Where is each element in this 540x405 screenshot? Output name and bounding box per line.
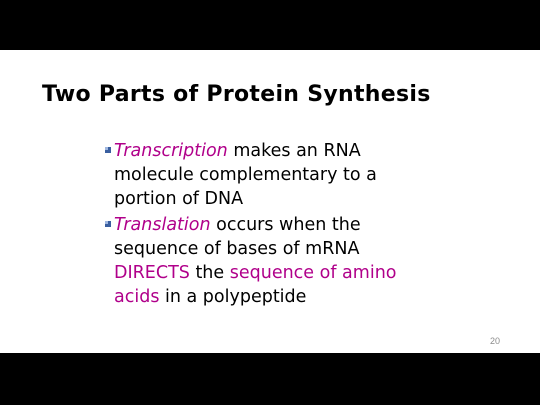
slide: [0, 50, 540, 353]
bullet-text: the: [189, 263, 230, 283]
bullet-item-transcription: [108, 139, 438, 211]
term-transcription: Transcription: [114, 141, 228, 161]
bullet-list: [108, 139, 438, 311]
bullet-item-translation: [108, 213, 438, 309]
emphasis-amino-acids: sequence of amino acids: [114, 263, 397, 307]
term-translation: Translation: [114, 215, 211, 235]
slide-title: Two Parts of Protein Synthesis: [42, 82, 431, 107]
bullet-text: in a polypeptide: [159, 287, 307, 307]
bullet-text: makes an RNA molecule complementary to a portion of DNA: [114, 141, 377, 209]
bullet-square-icon: [104, 220, 112, 228]
bullet-square-icon: [104, 146, 112, 154]
emphasis-directs: DIRECTS: [114, 263, 190, 283]
page-number: 20: [489, 336, 500, 346]
bullet-text: occurs when the sequence of bases of mRNA: [114, 215, 361, 259]
